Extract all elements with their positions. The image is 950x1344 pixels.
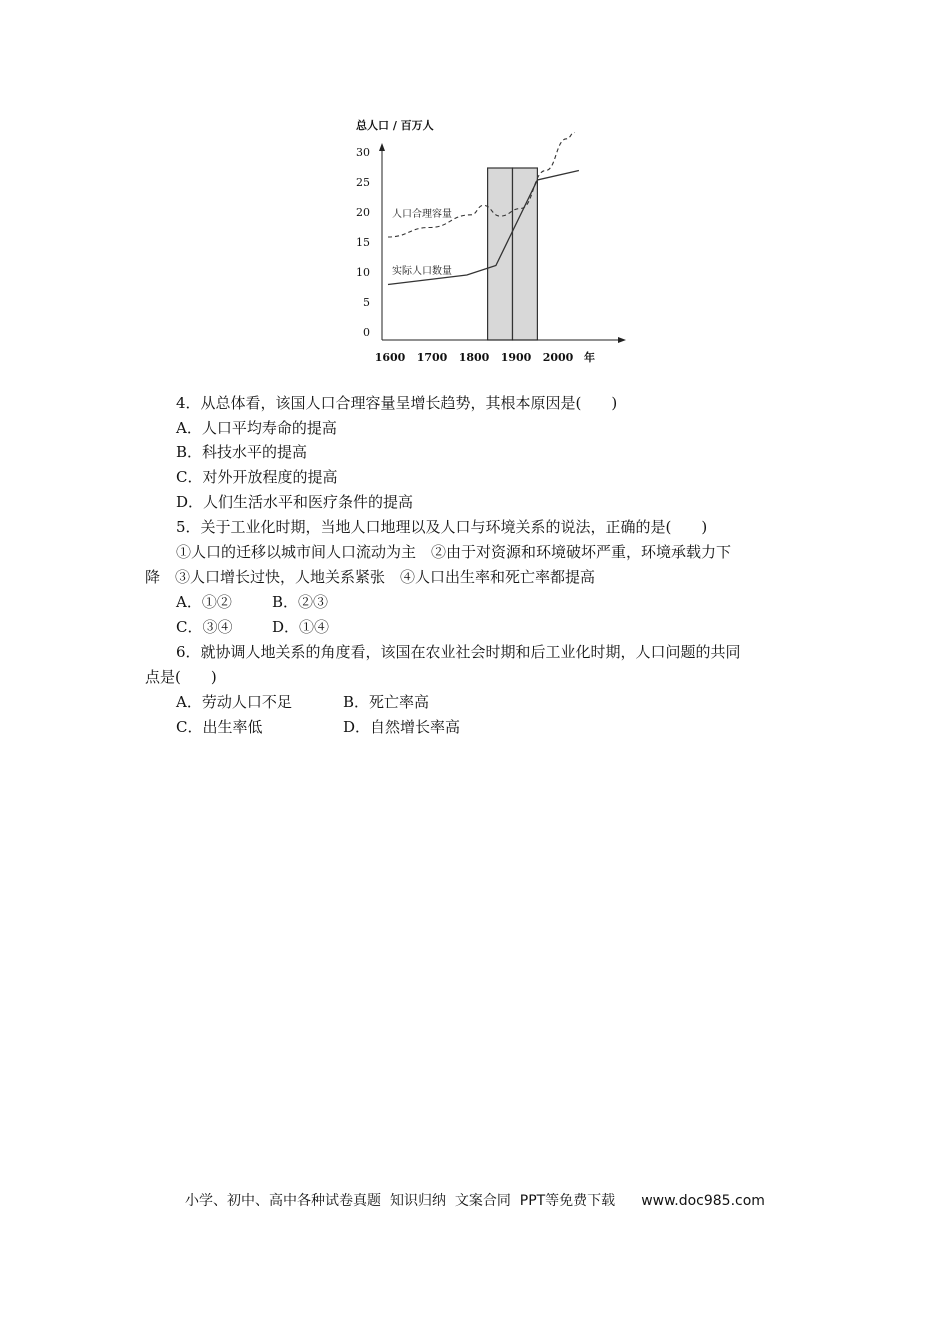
- series-line-0: [388, 133, 575, 238]
- y-tick-label: 15: [356, 236, 370, 249]
- question-5-option-d: D．①④: [272, 618, 330, 636]
- question-5-stem: 5．关于工业化时期，当地人口地理以及人口与环境关系的说法，正确的是( ): [176, 518, 708, 536]
- question-5-option-b: B．②③: [272, 593, 329, 611]
- footer-text: 小学、初中、高中各种试卷真题 知识归纳 文案合同 PPT等免费下载: [185, 1193, 616, 1209]
- question-5-option-a: A．①②: [176, 593, 232, 611]
- x-tick-label: 1900: [500, 351, 532, 364]
- x-tick-label: 2000: [542, 351, 574, 364]
- y-tick-label: 5: [363, 296, 370, 309]
- y-axis-arrow: [379, 143, 385, 151]
- x-tick-label: 1800: [458, 351, 490, 364]
- question-4-option-d: D．人们生活水平和医疗条件的提高: [176, 493, 414, 511]
- y-tick-label: 25: [356, 176, 370, 189]
- series-label-capacity: 人口合理容量: [392, 209, 452, 220]
- footer-url[interactable]: www.doc985.com: [641, 1193, 765, 1209]
- x-axis-arrow: [618, 337, 626, 343]
- series-label-actual: 实际人口数量: [392, 266, 452, 277]
- y-tick-label: 10: [356, 266, 370, 279]
- question-5-statement-line-2: 降 ③人口增长过快，人地关系紧张 ④人口出生率和死亡率都提高: [145, 568, 596, 586]
- question-6-stem: 6．就协调人地关系的角度看，该国在农业社会时期和后工业化时期，人口问题的共同: [176, 643, 741, 661]
- question-4-stem: 4．从总体看，该国人口合理容量呈增长趋势，其根本原因是( ): [176, 394, 618, 412]
- highlight-period-0: [488, 168, 513, 340]
- question-5-option-c: C．③④: [176, 618, 233, 636]
- y-tick-label: 20: [356, 206, 370, 219]
- question-4-option-b: B．科技水平的提高: [176, 443, 308, 461]
- question-6-option-c: C．出生率低: [176, 718, 263, 736]
- question-6-option-b: B．死亡率高: [343, 693, 430, 711]
- y-tick-label: 30: [356, 146, 370, 159]
- footer: [0, 1190, 950, 1210]
- x-tick-label: 1600: [374, 351, 406, 364]
- question-6-stem-continued: 点是( ): [145, 668, 217, 686]
- question-5-statement-line-1: ①人口的迁移以城市间人口流动为主 ②由于对资源和环境破坏严重，环境承载力下: [176, 543, 732, 561]
- y-axis-label: 总人口 / 百万人: [356, 119, 434, 132]
- x-axis-label: 年: [584, 351, 595, 364]
- question-6-option-a: A．劳动人口不足: [176, 693, 292, 711]
- question-4-option-c: C．对外开放程度的提高: [176, 468, 338, 486]
- x-tick-label: 1700: [416, 351, 448, 364]
- y-tick-label: 0: [363, 326, 370, 339]
- question-4-option-a: A．人口平均寿命的提高: [176, 419, 337, 437]
- population-chart: [340, 110, 640, 375]
- highlight-period-1: [513, 168, 538, 340]
- question-6-option-d: D．自然增长率高: [343, 718, 461, 736]
